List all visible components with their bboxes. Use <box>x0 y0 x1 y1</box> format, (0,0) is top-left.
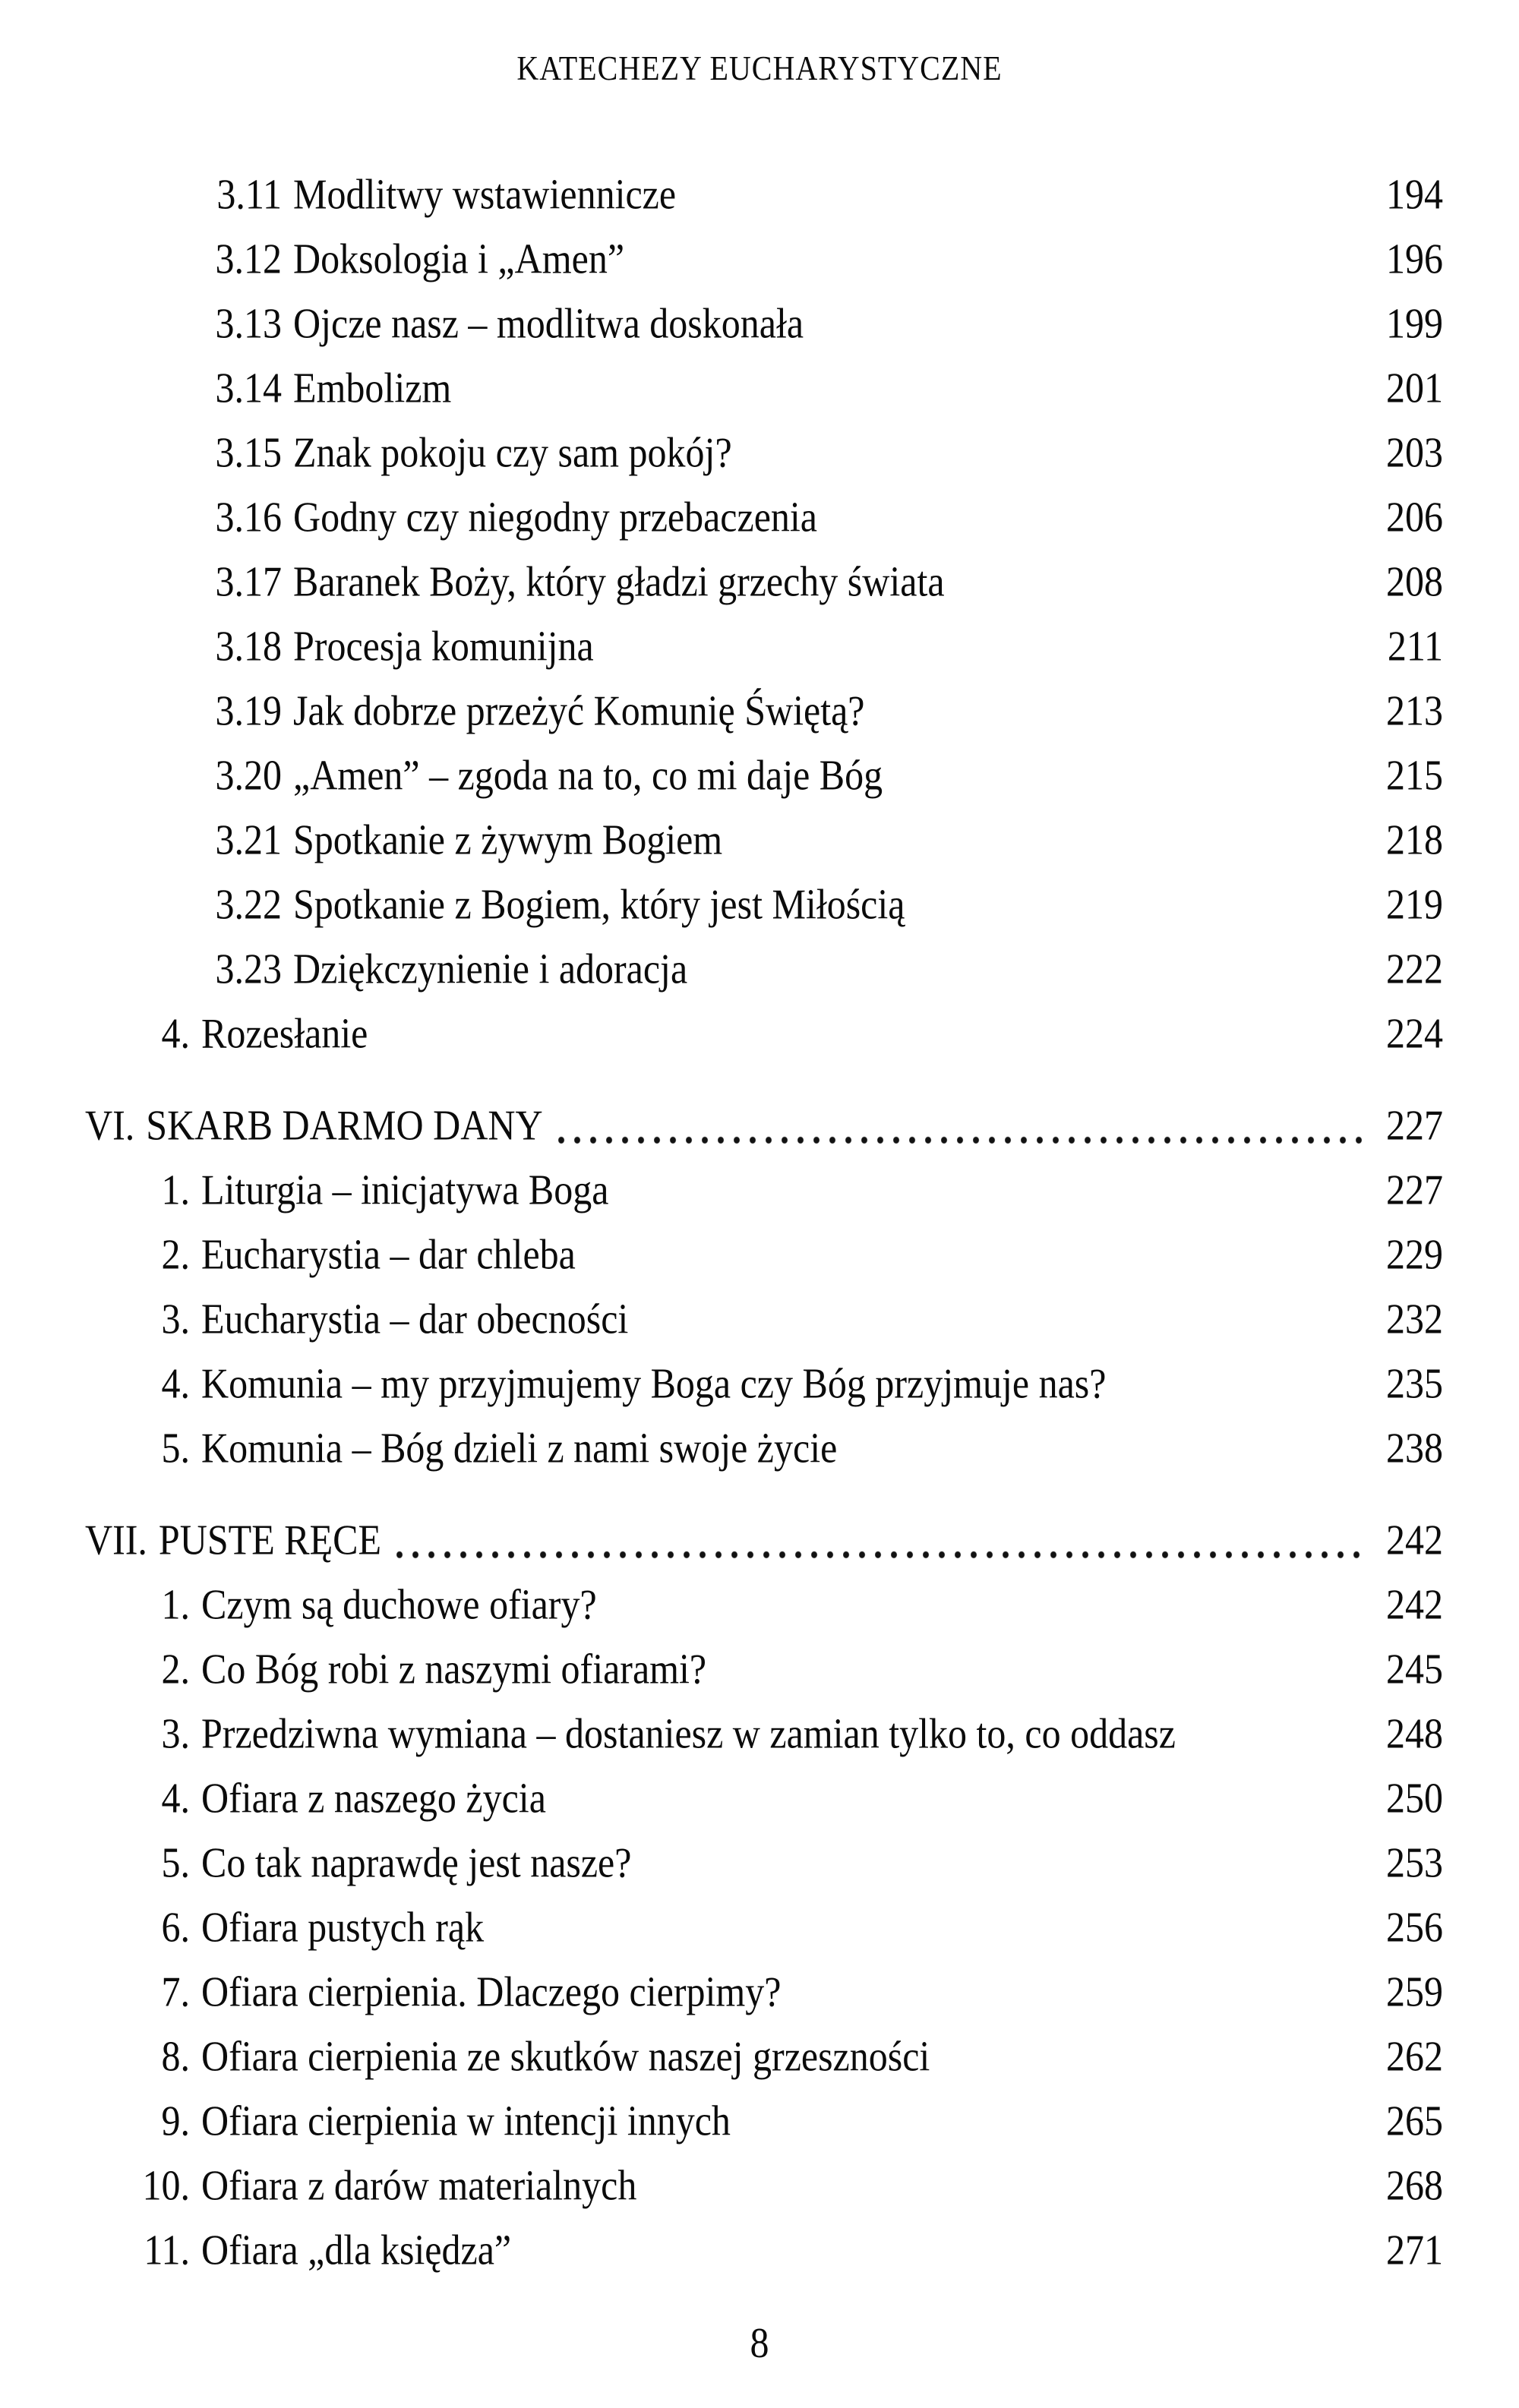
toc-entry-title: Modlitwy wstawiennicze <box>293 169 677 218</box>
toc-entry-number: 3.13 <box>215 298 282 347</box>
toc-entry-page: 245 <box>1386 1643 1443 1693</box>
toc-entry-page: 265 <box>1386 2095 1443 2144</box>
toc-entry-page: 219 <box>1386 879 1443 928</box>
toc-entry-title: Co Bóg robi z naszymi ofiarami? <box>201 1643 707 1693</box>
toc-entry <box>85 1760 1443 1833</box>
toc-entry <box>85 996 1443 1068</box>
toc-entry-page: 253 <box>1386 1837 1443 1886</box>
toc-entry-title: SKARB DARMO DANY <box>146 1100 543 1149</box>
toc-entry-title: Ofiara „dla księdza” <box>201 2224 512 2274</box>
toc-entry-page: 196 <box>1386 233 1443 282</box>
toc-entry-number: 1. <box>161 1579 190 1628</box>
toc-entry-number: 10. <box>142 2160 190 2209</box>
toc-entry-page: 208 <box>1386 556 1443 605</box>
toc-entry <box>85 1346 1443 1419</box>
toc-entry <box>85 608 1443 681</box>
toc-entry <box>85 1567 1443 1640</box>
toc-entry-page: 235 <box>1386 1358 1443 1407</box>
toc-entry <box>85 1087 1443 1160</box>
toc-entry <box>85 1281 1443 1354</box>
toc-entry-page: 256 <box>1386 1901 1443 1951</box>
toc-entry-page: 271 <box>1386 2224 1443 2274</box>
toc-entry <box>85 2018 1443 2091</box>
toc-entry <box>85 1889 1443 1962</box>
toc-entry-page: 250 <box>1386 1772 1443 1822</box>
toc-entry-page: 242 <box>1386 1514 1443 1564</box>
toc-entry <box>85 415 1443 488</box>
toc-entry-page: 206 <box>1386 491 1443 541</box>
toc-entry-number: 7. <box>161 1966 190 2015</box>
toc-entry-title: Przedziwna wymiana – dostaniesz w zamian tylko to, co oddasz <box>201 1708 1176 1757</box>
toc-entry-number: 4. <box>161 1008 190 1057</box>
toc-entry-number: 11. <box>144 2224 190 2274</box>
toc-entry-title: Spotkanie z Bogiem, który jest Miłością <box>293 879 905 928</box>
toc-entry-page: 211 <box>1387 620 1443 670</box>
toc-entry <box>85 931 1443 1004</box>
toc-entry-number: 3.21 <box>215 814 282 863</box>
toc-entry-number: 3. <box>161 1708 190 1757</box>
toc-entry-title: Ofiara cierpienia w intencji innych <box>201 2095 731 2144</box>
toc-entry-title: Godny czy niegodny przebaczenia <box>293 491 817 541</box>
toc-entry <box>85 2148 1443 2220</box>
toc-entry-title: Ofiara cierpienia. Dlaczego cierpimy? <box>201 1966 782 2015</box>
toc-entry-number: 5. <box>161 1422 190 1472</box>
toc-entry-page: 213 <box>1386 685 1443 734</box>
toc-entry-title: Ofiara z naszego życia <box>201 1772 546 1822</box>
toc-entry-page: 227 <box>1386 1100 1443 1149</box>
toc-entry <box>85 802 1443 875</box>
toc-entry <box>85 2083 1443 2156</box>
toc-entry-title: Komunia – my przyjmujemy Boga czy Bóg przyjmuje nas? <box>201 1358 1107 1407</box>
toc-entry-number: 3.19 <box>215 685 282 734</box>
toc-entry-title: Eucharystia – dar chleba <box>201 1229 576 1278</box>
toc-entry-title: Baranek Boży, który gładzi grzechy świata <box>293 556 945 605</box>
toc-entry-number: 2. <box>161 1643 190 1693</box>
toc-entry-page: 224 <box>1386 1008 1443 1057</box>
toc-entry-number: 3.17 <box>215 556 282 605</box>
toc-entry-title: Jak dobrze przeżyć Komunię Świętą? <box>293 685 865 734</box>
toc-entry-title: Ofiara z darów materialnych <box>201 2160 637 2209</box>
toc-entry-title: Ofiara cierpienia ze skutków naszej grzeszności <box>201 2031 930 2080</box>
toc-entry-page: 259 <box>1386 1966 1443 2015</box>
toc-entry-title: PUSTE RĘCE <box>158 1514 382 1564</box>
toc-entry-number: 8. <box>161 2031 190 2080</box>
toc-entry-page: 218 <box>1386 814 1443 863</box>
toc-entry-title: Liturgia – inicjatywa Boga <box>201 1164 609 1213</box>
toc-entry-page: 194 <box>1386 169 1443 218</box>
toc-entry-number: VII. <box>85 1514 147 1564</box>
toc-entry-number: 3.15 <box>215 427 282 476</box>
toc-entry-title: Czym są duchowe ofiary? <box>201 1579 597 1628</box>
toc-entry-title: Ojcze nasz – modlitwa doskonała <box>293 298 804 347</box>
toc-entry <box>85 1696 1443 1769</box>
toc-entry <box>85 1152 1443 1225</box>
toc-entry-title: Doksologia i „Amen” <box>293 233 625 282</box>
page-header-title: KATECHEZY EUCHARYSTYCZNE <box>516 48 1003 88</box>
toc-entry <box>85 1502 1443 1575</box>
toc-entry-page: 268 <box>1386 2160 1443 2209</box>
table-of-contents <box>85 161 1443 2281</box>
toc-entry-page: 238 <box>1386 1422 1443 1472</box>
toc-entry-title: Embolizm <box>293 362 452 412</box>
toc-entry <box>85 1631 1443 1704</box>
toc-entry-title: Spotkanie z żywym Bogiem <box>293 814 723 863</box>
toc-entry-number: 3.16 <box>215 491 282 541</box>
page-number-footer: 8 <box>750 2318 769 2367</box>
toc-entry-title: Ofiara pustych rąk <box>201 1901 485 1951</box>
toc-entry <box>85 350 1443 423</box>
toc-entry-title: Znak pokoju czy sam pokój? <box>293 427 732 476</box>
toc-entry-number: VI. <box>85 1100 135 1149</box>
toc-entry-title: Komunia – Bóg dzieli z nami swoje życie <box>201 1422 838 1472</box>
toc-entry-title: „Amen” – zgoda na to, co mi daje Bóg <box>293 750 883 799</box>
toc-entry-number: 3.20 <box>215 750 282 799</box>
toc-entry-number: 3.18 <box>215 620 282 670</box>
toc-entry <box>85 1217 1443 1289</box>
toc-entry <box>85 1954 1443 2027</box>
toc-entry-page: 262 <box>1386 2031 1443 2080</box>
toc-entry <box>85 866 1443 939</box>
toc-entry-number: 3. <box>161 1293 190 1343</box>
toc-entry <box>85 1825 1443 1898</box>
toc-leader <box>396 1550 1364 1558</box>
toc-entry-page: 232 <box>1386 1293 1443 1343</box>
toc-entry <box>85 544 1443 617</box>
toc-entry-title: Co tak naprawdę jest nasze? <box>201 1837 632 1886</box>
toc-entry-number: 3.14 <box>215 362 282 412</box>
toc-entry-number: 6. <box>161 1901 190 1951</box>
toc-entry <box>85 479 1443 552</box>
toc-entry-page: 201 <box>1386 362 1443 412</box>
toc-entry <box>85 156 1443 229</box>
toc-entry-number: 3.12 <box>215 233 282 282</box>
toc-entry-number: 5. <box>161 1837 190 1886</box>
toc-entry-number: 3.22 <box>215 879 282 928</box>
toc-entry-page: 229 <box>1386 1229 1443 1278</box>
toc-entry-title: Procesja komunijna <box>293 620 594 670</box>
toc-entry <box>85 673 1443 746</box>
toc-entry <box>85 1410 1443 1483</box>
toc-leader <box>558 1135 1364 1144</box>
toc-entry-page: 242 <box>1386 1579 1443 1628</box>
toc-entry-number: 2. <box>161 1229 190 1278</box>
toc-entry-title: Eucharystia – dar obecności <box>201 1293 629 1343</box>
toc-entry-number: 4. <box>161 1772 190 1822</box>
toc-entry-number: 4. <box>161 1358 190 1407</box>
toc-entry-title: Rozesłanie <box>201 1008 368 1057</box>
toc-entry-page: 248 <box>1386 1708 1443 1757</box>
toc-entry <box>85 221 1443 294</box>
toc-entry-number: 9. <box>161 2095 190 2144</box>
toc-entry-page: 227 <box>1386 1164 1443 1213</box>
toc-entry-number: 3.23 <box>215 943 282 993</box>
toc-entry-page: 199 <box>1386 298 1443 347</box>
toc-entry-page: 203 <box>1386 427 1443 476</box>
toc-entry-number: 3.11 <box>216 169 282 218</box>
toc-entry-number: 1. <box>161 1164 190 1213</box>
toc-entry <box>85 286 1443 358</box>
toc-entry-page: 215 <box>1386 750 1443 799</box>
toc-entry <box>85 2212 1443 2285</box>
toc-entry-page: 222 <box>1386 943 1443 993</box>
toc-entry-title: Dziękczynienie i adoracja <box>293 943 688 993</box>
toc-entry <box>85 737 1443 810</box>
